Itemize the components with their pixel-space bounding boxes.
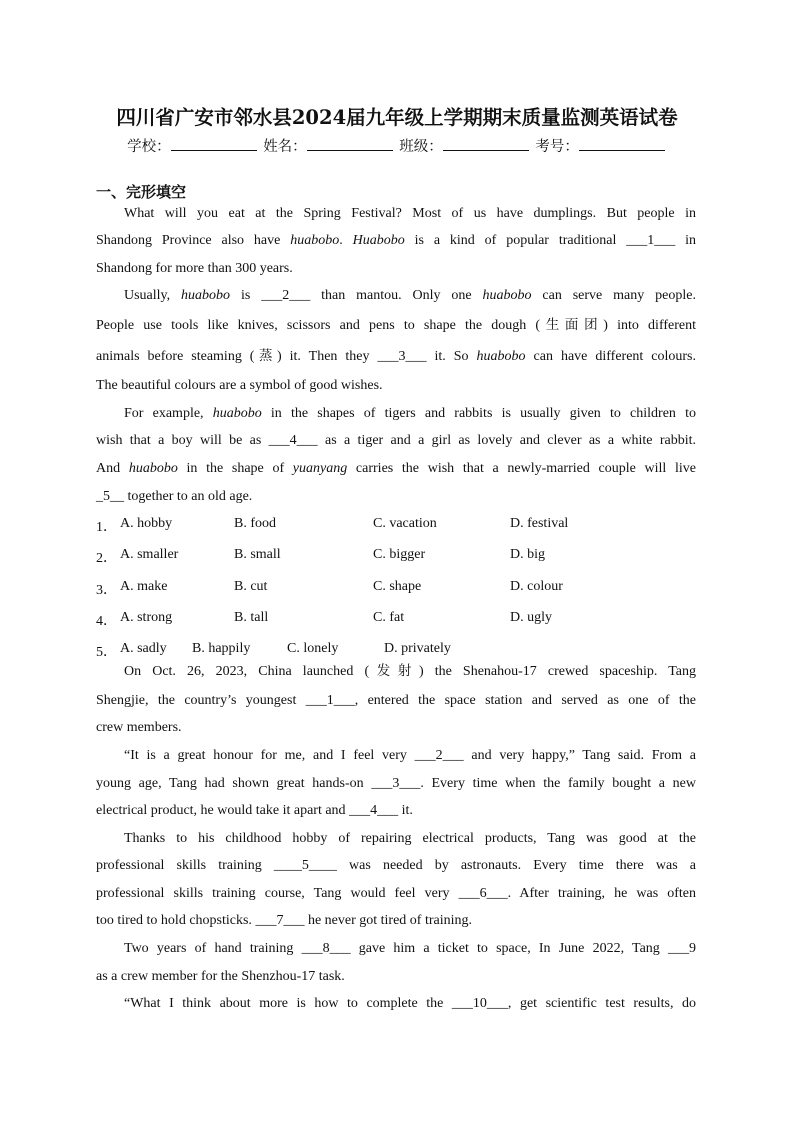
section-heading: 一、完形填空	[96, 183, 187, 201]
blank-4: ___4___	[349, 803, 399, 818]
blank-2: ___2___	[414, 748, 464, 763]
passage-line: For example, huabobo in the shapes of tigers and rabbits is usually given to children to	[124, 406, 696, 421]
passage-line: The beautiful colours are a symbol of good wishes.	[96, 378, 383, 393]
name-label: 姓名：	[263, 139, 307, 155]
option-b[interactable]: B. happily	[192, 641, 251, 656]
passage-line: wish that a boy will be as ___4___ as a tiger and a girl as lovely and clever as a white rabbit.	[96, 433, 696, 448]
option-d[interactable]: D. festival	[510, 516, 569, 531]
option-c[interactable]: C. lonely	[287, 641, 339, 656]
exam-no-blank[interactable]	[579, 136, 665, 151]
school-blank[interactable]	[171, 136, 257, 151]
passage-line: Shandong Province also have huabobo. Huabobo is a kind of popular traditional ___1___ in	[96, 233, 696, 248]
blank-5: _5__	[96, 489, 124, 504]
question-number: 1．	[96, 520, 117, 535]
option-b[interactable]: B. tall	[234, 610, 269, 625]
passage-line: On Oct. 26, 2023, China launched (发射) the Shenahou-17 crewed spaceship. Tang	[124, 663, 696, 679]
class-label: 班级：	[399, 139, 443, 155]
option-a[interactable]: A. strong	[120, 610, 173, 625]
school-label: 学校：	[127, 139, 171, 155]
passage-line: Two years of hand training ___8___ gave him a ticket to space, In June 2022, Tang ___9	[124, 941, 696, 956]
option-a[interactable]: A. sadly	[120, 641, 167, 656]
passage-line: Shandong for more than 300 years.	[96, 261, 293, 276]
option-d[interactable]: D. colour	[510, 579, 563, 594]
passage-line: What will you eat at the Spring Festival? Most of us have dumplings. But people in	[124, 206, 696, 221]
option-b[interactable]: B. cut	[234, 579, 268, 594]
passage-line: Shengjie, the country’s youngest ___1___, entered the space station and served as one of the	[96, 693, 696, 708]
option-b[interactable]: B. food	[234, 516, 276, 531]
blank-1: ___1___	[626, 233, 676, 248]
option-a[interactable]: A. smaller	[120, 547, 179, 562]
blank-4: ___4___	[268, 433, 318, 448]
blank-6: ___6___	[458, 886, 508, 901]
option-c[interactable]: C. vacation	[373, 516, 437, 531]
passage-line: professional skills training ____5____ was needed by astronauts. Every time there was a	[96, 858, 696, 873]
name-blank[interactable]	[307, 136, 393, 151]
passage-line: And huabobo in the shape of yuanyang carries the wish that a newly-married couple will live	[96, 461, 697, 476]
passage-line: People use tools like knives, scissors and pens to shape the dough (生面团) into different	[96, 317, 696, 333]
blank-3: ___3___	[371, 776, 421, 791]
option-a[interactable]: A. hobby	[120, 516, 173, 531]
question-number: 5．	[96, 645, 117, 660]
option-a[interactable]: A. make	[120, 579, 168, 594]
blank-2: ___2___	[261, 288, 311, 303]
option-c[interactable]: C. bigger	[373, 547, 426, 562]
passage-line: crew members.	[96, 720, 182, 735]
option-c[interactable]: C. fat	[373, 610, 405, 625]
option-d[interactable]: D. privately	[384, 641, 451, 656]
passage-line: “It is a great honour for me, and I feel very ___2___ and very happy,” Tang said. From a	[124, 748, 696, 763]
blank-9: ___9	[668, 941, 696, 956]
exam-no-label: 考号：	[535, 139, 579, 155]
passage-line: professional skills training course, Tang would feel very ___6___. After training, he was often	[96, 886, 697, 901]
blank-1: ___1___	[305, 693, 355, 708]
blank-3: ___3___	[377, 349, 427, 364]
passage-line: as a crew member for the Shenzhou-17 task.	[96, 969, 345, 984]
passage-line: electrical product, he would take it apart and ___4___ it.	[96, 803, 413, 818]
passage-line: Thanks to his childhood hobby of repairing electrical products, Tang was good at the	[124, 831, 696, 846]
blank-5: ____5____	[273, 858, 337, 873]
question-number: 4．	[96, 614, 117, 629]
blank-8: ___8___	[301, 941, 351, 956]
option-c[interactable]: C. shape	[373, 579, 422, 594]
option-d[interactable]: D. ugly	[510, 610, 552, 625]
passage-line: _5__ together to an old age.	[96, 489, 253, 504]
blank-7: ___7___	[255, 913, 305, 928]
question-number: 3．	[96, 583, 117, 598]
passage-line: young age, Tang had shown great hands-on ___3___. Every time when the family bought a new	[96, 776, 696, 791]
page-title: 四川省广安市邻水县2024届九年级上学期期末质量监测英语试卷	[116, 106, 678, 129]
question-number: 2．	[96, 551, 117, 566]
class-blank[interactable]	[443, 136, 529, 151]
passage-line: “What I think about more is how to complete the ___10___, get scientific test results, do	[124, 996, 696, 1011]
passage-line: too tired to hold chopsticks. ___7___ he never got tired of training.	[96, 913, 472, 928]
passage-line: Usually, huabobo is ___2___ than mantou. Only one huabobo can serve many people.	[124, 288, 696, 303]
blank-10: ___10___	[451, 996, 508, 1011]
option-b[interactable]: B. small	[234, 547, 281, 562]
option-d[interactable]: D. big	[510, 547, 545, 562]
student-info-line	[0, 135, 794, 156]
passage-line: animals before steaming (蒸) it. Then they ___3___ it. So huabobo can have different colours.	[96, 348, 696, 364]
